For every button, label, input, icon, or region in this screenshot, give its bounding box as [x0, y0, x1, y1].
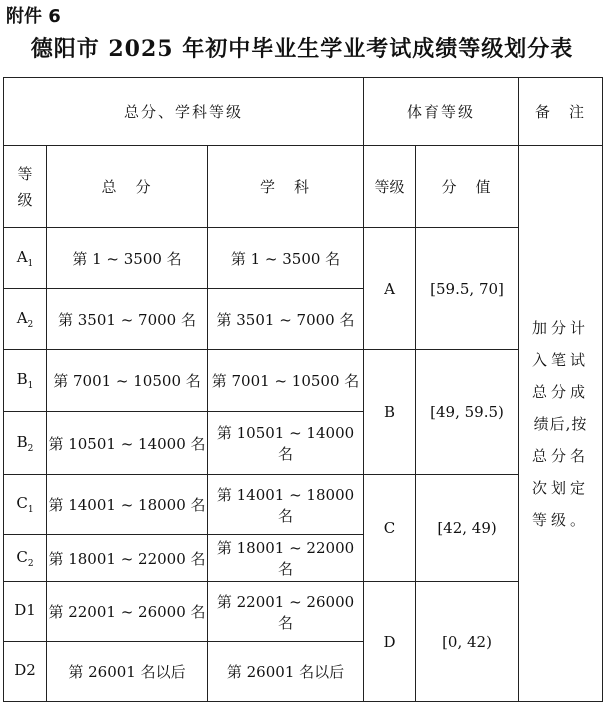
row-total: 第 10501 ~ 14000 名 — [47, 412, 208, 475]
note-line: 等级。 — [532, 510, 590, 529]
row-total: 第 26001 名以后 — [47, 642, 208, 702]
header-level: 等级 — [4, 146, 47, 228]
grade-table — [3, 77, 603, 702]
note-line: 入笔试 — [532, 350, 590, 369]
header-total: 总 分 — [47, 146, 208, 228]
row-total: 第 14001 ~ 18000 名 — [47, 475, 208, 535]
page-title: 德阳市 2025 年初中毕业生学业考试成绩等级划分表 — [30, 36, 574, 62]
row-subject: 第 14001 ~ 18000 名 — [208, 475, 364, 535]
pe-level: A — [364, 228, 416, 350]
note-line: 绩后,按 — [533, 414, 588, 433]
note-line: 加分计 — [532, 318, 590, 337]
row-level: $B_2$ — [4, 412, 47, 475]
header-total-subject: 总分、学科等级 — [4, 78, 364, 146]
note-line: 次划定 — [532, 478, 590, 497]
pe-value: [42, 49) — [416, 475, 519, 582]
pe-level: D — [364, 582, 416, 702]
pe-level: C — [364, 475, 416, 582]
header-pe: 体育等级 — [364, 78, 519, 146]
row-level: $B_1$ — [4, 350, 47, 412]
pe-value: [49, 59.5) — [416, 350, 519, 475]
row-level: D2 — [4, 642, 47, 702]
row-total: 第 1 ~ 3500 名 — [47, 228, 208, 289]
header-subject: 学 科 — [208, 146, 364, 228]
row-total: 第 7001 ~ 10500 名 — [47, 350, 208, 412]
row-total: 第 18001 ~ 22000 名 — [47, 535, 208, 582]
row-level: D1 — [4, 582, 47, 642]
notes-cell — [519, 146, 603, 702]
row-level: $C_2$ — [4, 535, 47, 582]
row-level: $A_1$ — [4, 228, 47, 289]
note-line: 总分名 — [532, 446, 590, 465]
pe-value: [59.5, 70] — [416, 228, 519, 350]
row-subject: 第 1 ~ 3500 名 — [208, 228, 364, 289]
pe-level: B — [364, 350, 416, 475]
header-notes: 备 注 — [519, 78, 603, 146]
row-subject: 第 3501 ~ 7000 名 — [208, 289, 364, 350]
row-subject: 第 26001 名以后 — [208, 642, 364, 702]
row-level: $A_2$ — [4, 289, 47, 350]
row-subject: 第 7001 ~ 10500 名 — [208, 350, 364, 412]
row-level: $C_1$ — [4, 475, 47, 535]
header-pe-value: 分 值 — [416, 146, 519, 228]
row-subject: 第 22001 ~ 26000 名 — [208, 582, 364, 642]
attachment-label: 附件 6 — [6, 6, 61, 27]
row-total: 第 3501 ~ 7000 名 — [47, 289, 208, 350]
row-total: 第 22001 ~ 26000 名 — [47, 582, 208, 642]
note-line: 总分成 — [532, 382, 590, 401]
row-subject: 第 10501 ~ 14000 名 — [208, 412, 364, 475]
header-pe-level: 等级 — [364, 146, 416, 228]
pe-value: [0, 42) — [416, 582, 519, 702]
row-subject: 第 18001 ~ 22000 名 — [208, 535, 364, 582]
